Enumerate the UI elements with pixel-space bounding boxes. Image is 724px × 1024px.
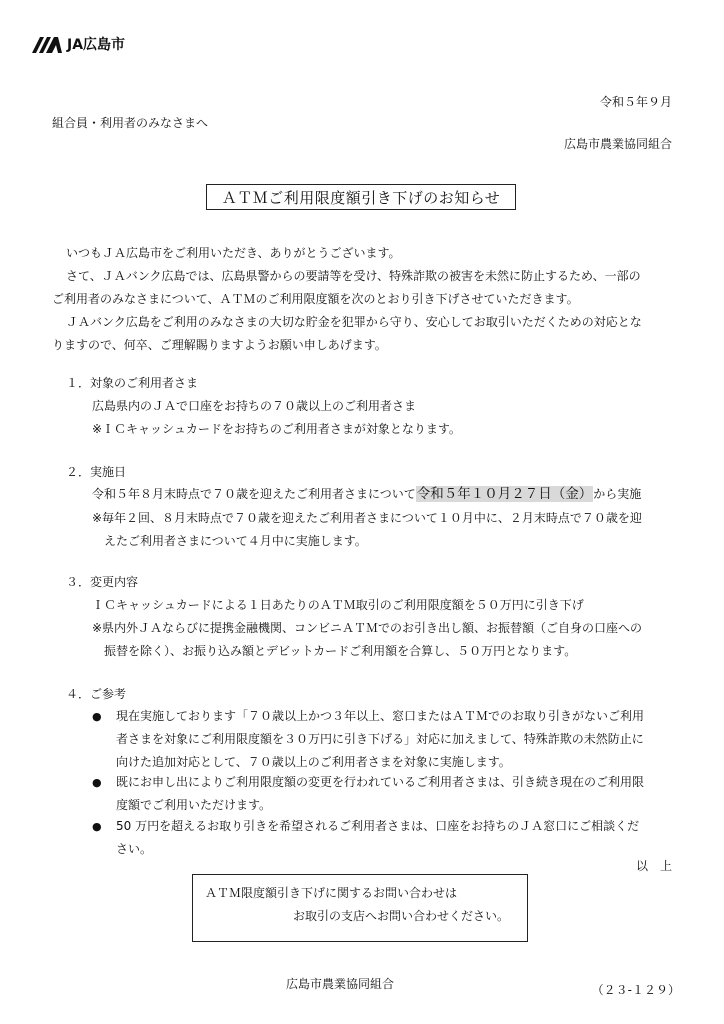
logo-text: JA広島市 <box>67 37 126 53</box>
reference-item-1-line: 者さまを対象にご利用限度額を３０万円に引き下げる」対応に加えまして、特殊詐欺の未然防止に <box>116 732 644 746</box>
ja-mark-icon <box>30 35 64 55</box>
intro-line: ＪＡバンク広島をご利用のみなさまの大切な貯金を犯罪から守り、安心してお取引いただくための対応とな <box>66 315 642 329</box>
bullet-icon: ● <box>92 710 102 723</box>
reference-item-2-line: 既にお申し出によりご利用限度額の変更を行われているご利用者さまは、引き続き現在のご利用限 <box>116 775 645 789</box>
bullet-icon: ● <box>92 776 102 789</box>
intro-line: ご利用者のみなさまについて、ＡＴＭのご利用限度額を次のとおり引き下げさせていただきます。 <box>52 292 579 306</box>
footer-org: 広島市農業協同組合 <box>286 977 395 991</box>
reference-item-1-line: 向けた追加対応として、７０歳以上のご利用者さまを対象に実施します。 <box>116 755 511 769</box>
section-3-note: 振替を除く）、お振り込み額とデビットカードご利用額を合算し、５０万円となります。 <box>104 644 577 658</box>
reference-item-3-line: 50 万円を超えるお取り引きを希望されるご利用者さまは、口座をお持ちのＪＡ窓口にご相談くだ <box>116 819 640 833</box>
section-1-note: ※ＩＣキャッシュカードをお持ちのご利用者さまが対象となります。 <box>92 422 461 436</box>
reference-item-3-line: さい。 <box>116 842 153 856</box>
contact-line: ＡＴＭ限度額引き下げに関するお問い合わせは <box>205 886 458 900</box>
intro-line: さて、ＪＡバンク広島では、広島県警からの要請等を受け、特殊詐欺の被害を未然に防止するため、一部の <box>66 269 641 283</box>
section-2-note: えたご利用者さまについて４月中に実施します。 <box>104 534 367 548</box>
addressee: 組合員・利用者のみなさまへ <box>52 116 209 130</box>
reference-item-2-line: 度額でご利用いただけます。 <box>116 798 272 812</box>
intro-line: りますので、何卒、ご理解賜りますようお願い申しあげます。 <box>52 338 387 352</box>
section-3-heading: ３．変更内容 <box>66 575 139 589</box>
section-4-heading: ４．ご参考 <box>66 687 127 701</box>
section-2-note: ※毎年２回、８月末時点で７０歳を迎えたご利用者さまについて１０月中に、２月末時点で７０歳を迎 <box>92 511 642 525</box>
sender-org: 広島市農業協同組合 <box>563 137 672 151</box>
section-3-note: ※県内外ＪＡならびに提携金融機関、コンビニＡＴＭでのお引き出し額、お振替額（ご自身の口座への <box>92 621 643 635</box>
notice-title: ＡＴＭご利用限度額引き下げのお知らせ <box>206 184 516 210</box>
section-1-line: 広島県内のＪＡで口座をお持ちの７０歳以上のご利用者さま <box>92 399 417 413</box>
document-code: （２３-１２９） <box>591 983 680 997</box>
bullet-icon: ● <box>92 820 102 833</box>
closing-mark: 以 上 <box>635 859 672 873</box>
section-2-line-post: から実施 <box>593 487 642 501</box>
intro-line: いつもＪＡ広島市をご利用いただき、ありがとうございます。 <box>66 246 401 260</box>
implementation-date-highlight: 令和５年１０月２７日（金） <box>416 486 593 502</box>
section-2-line-pre: 令和５年８月末時点で７０歳を迎えたご利用者さまについて <box>92 487 416 501</box>
section-2-line <box>92 488 641 502</box>
ja-logo <box>30 33 125 57</box>
contact-line: お取引の支店へお問い合わせください。 <box>293 909 510 923</box>
reference-item-1-line: 現在実施しております「７０歳以上かつ３年以上、窓口またはＡＴＭでのお取り引きがないご利用 <box>116 709 645 723</box>
section-3-line: ＩＣキャッシュカードによる１日あたりのＡＴＭ取引のご利用限度額を５０万円に引き下げ <box>92 598 584 612</box>
issue-date: 令和５年９月 <box>599 95 672 109</box>
section-2-heading: ２．実施日 <box>66 465 127 479</box>
section-1-heading: １．対象のご利用者さま <box>66 376 199 390</box>
contact-box <box>192 874 528 942</box>
